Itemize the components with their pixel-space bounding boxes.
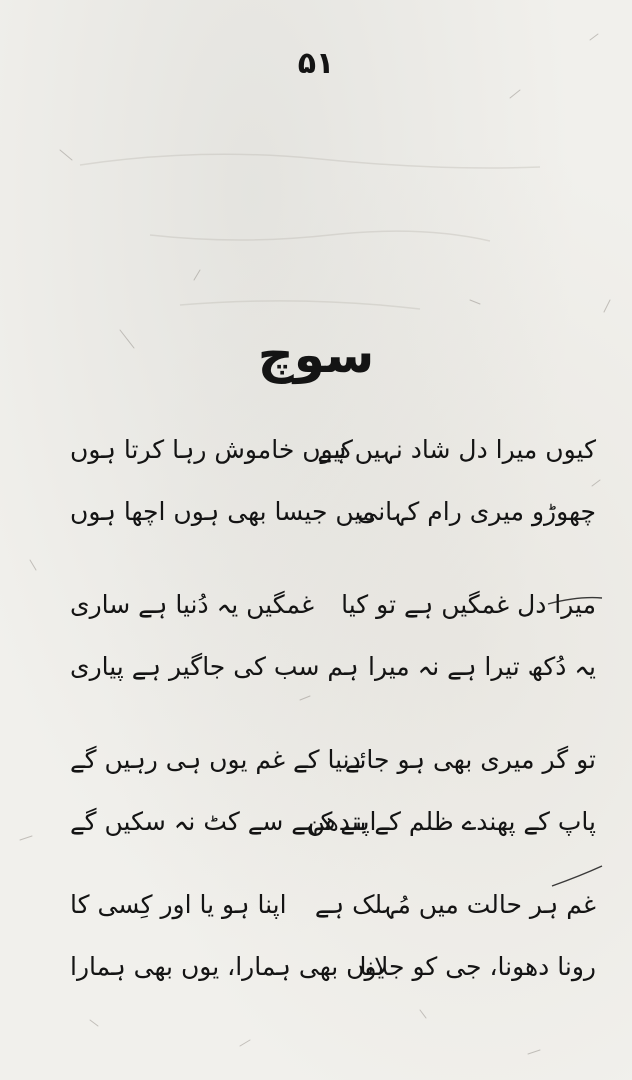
stanza-2: [40, 585, 596, 709]
verse-line: [40, 647, 596, 709]
verse-first-half: کیوں میرا دل شاد نہیں ہے: [317, 435, 596, 464]
verse-second-half: اپنا ہو یا اور کِسی کا: [70, 890, 287, 919]
verse-line: [40, 947, 596, 1009]
verse-second-half: اپنے کہے سے کٹ نہ سکیں گے: [70, 807, 377, 836]
verse-first-half: میرا دل غمگیں ہے تو کیا: [341, 590, 596, 619]
verse-first-half: تو گر میری بھی ہو جائے: [344, 745, 596, 774]
verse-second-half: دنیا کے غم یوں ہی رہیں گے: [70, 745, 361, 774]
verse-first-half: رونا دھونا، جی کو جلانا: [359, 952, 596, 981]
stanza-3: [40, 740, 596, 864]
verse-second-half: ہم سب کی جاگیر ہے پیاری: [70, 652, 359, 681]
verse-second-half: کیوں خاموش رہا کرتا ہوں: [70, 435, 353, 464]
stanza-4: [40, 885, 596, 1009]
verse-line: [40, 802, 596, 864]
verse-line: [40, 430, 596, 492]
verse-first-half: یہ دُکھ تیرا ہے نہ میرا: [368, 652, 596, 681]
verse-second-half: یوں بھی ہمارا، یوں بھی ہمارا: [70, 952, 385, 981]
poem-title: سوچ: [257, 326, 375, 384]
page-number: ۵۱: [297, 46, 335, 81]
stanza-1: [40, 430, 596, 554]
verse-line: [40, 585, 596, 647]
verse-line: [40, 740, 596, 802]
verse-first-half: چھوڑو میری رام کہانی: [357, 497, 596, 526]
verse-line: [40, 492, 596, 554]
verse-line: [40, 885, 596, 947]
verse-second-half: غمگیں یہ دُنیا ہے ساری: [70, 590, 315, 619]
verse-first-half: پاپ کے پھندے ظلم کے بندھن: [306, 807, 596, 836]
verse-second-half: میں جیسا بھی ہوں اچھا ہوں: [70, 497, 376, 526]
verse-first-half: غم ہر حالت میں مُہلک ہے: [314, 890, 596, 919]
